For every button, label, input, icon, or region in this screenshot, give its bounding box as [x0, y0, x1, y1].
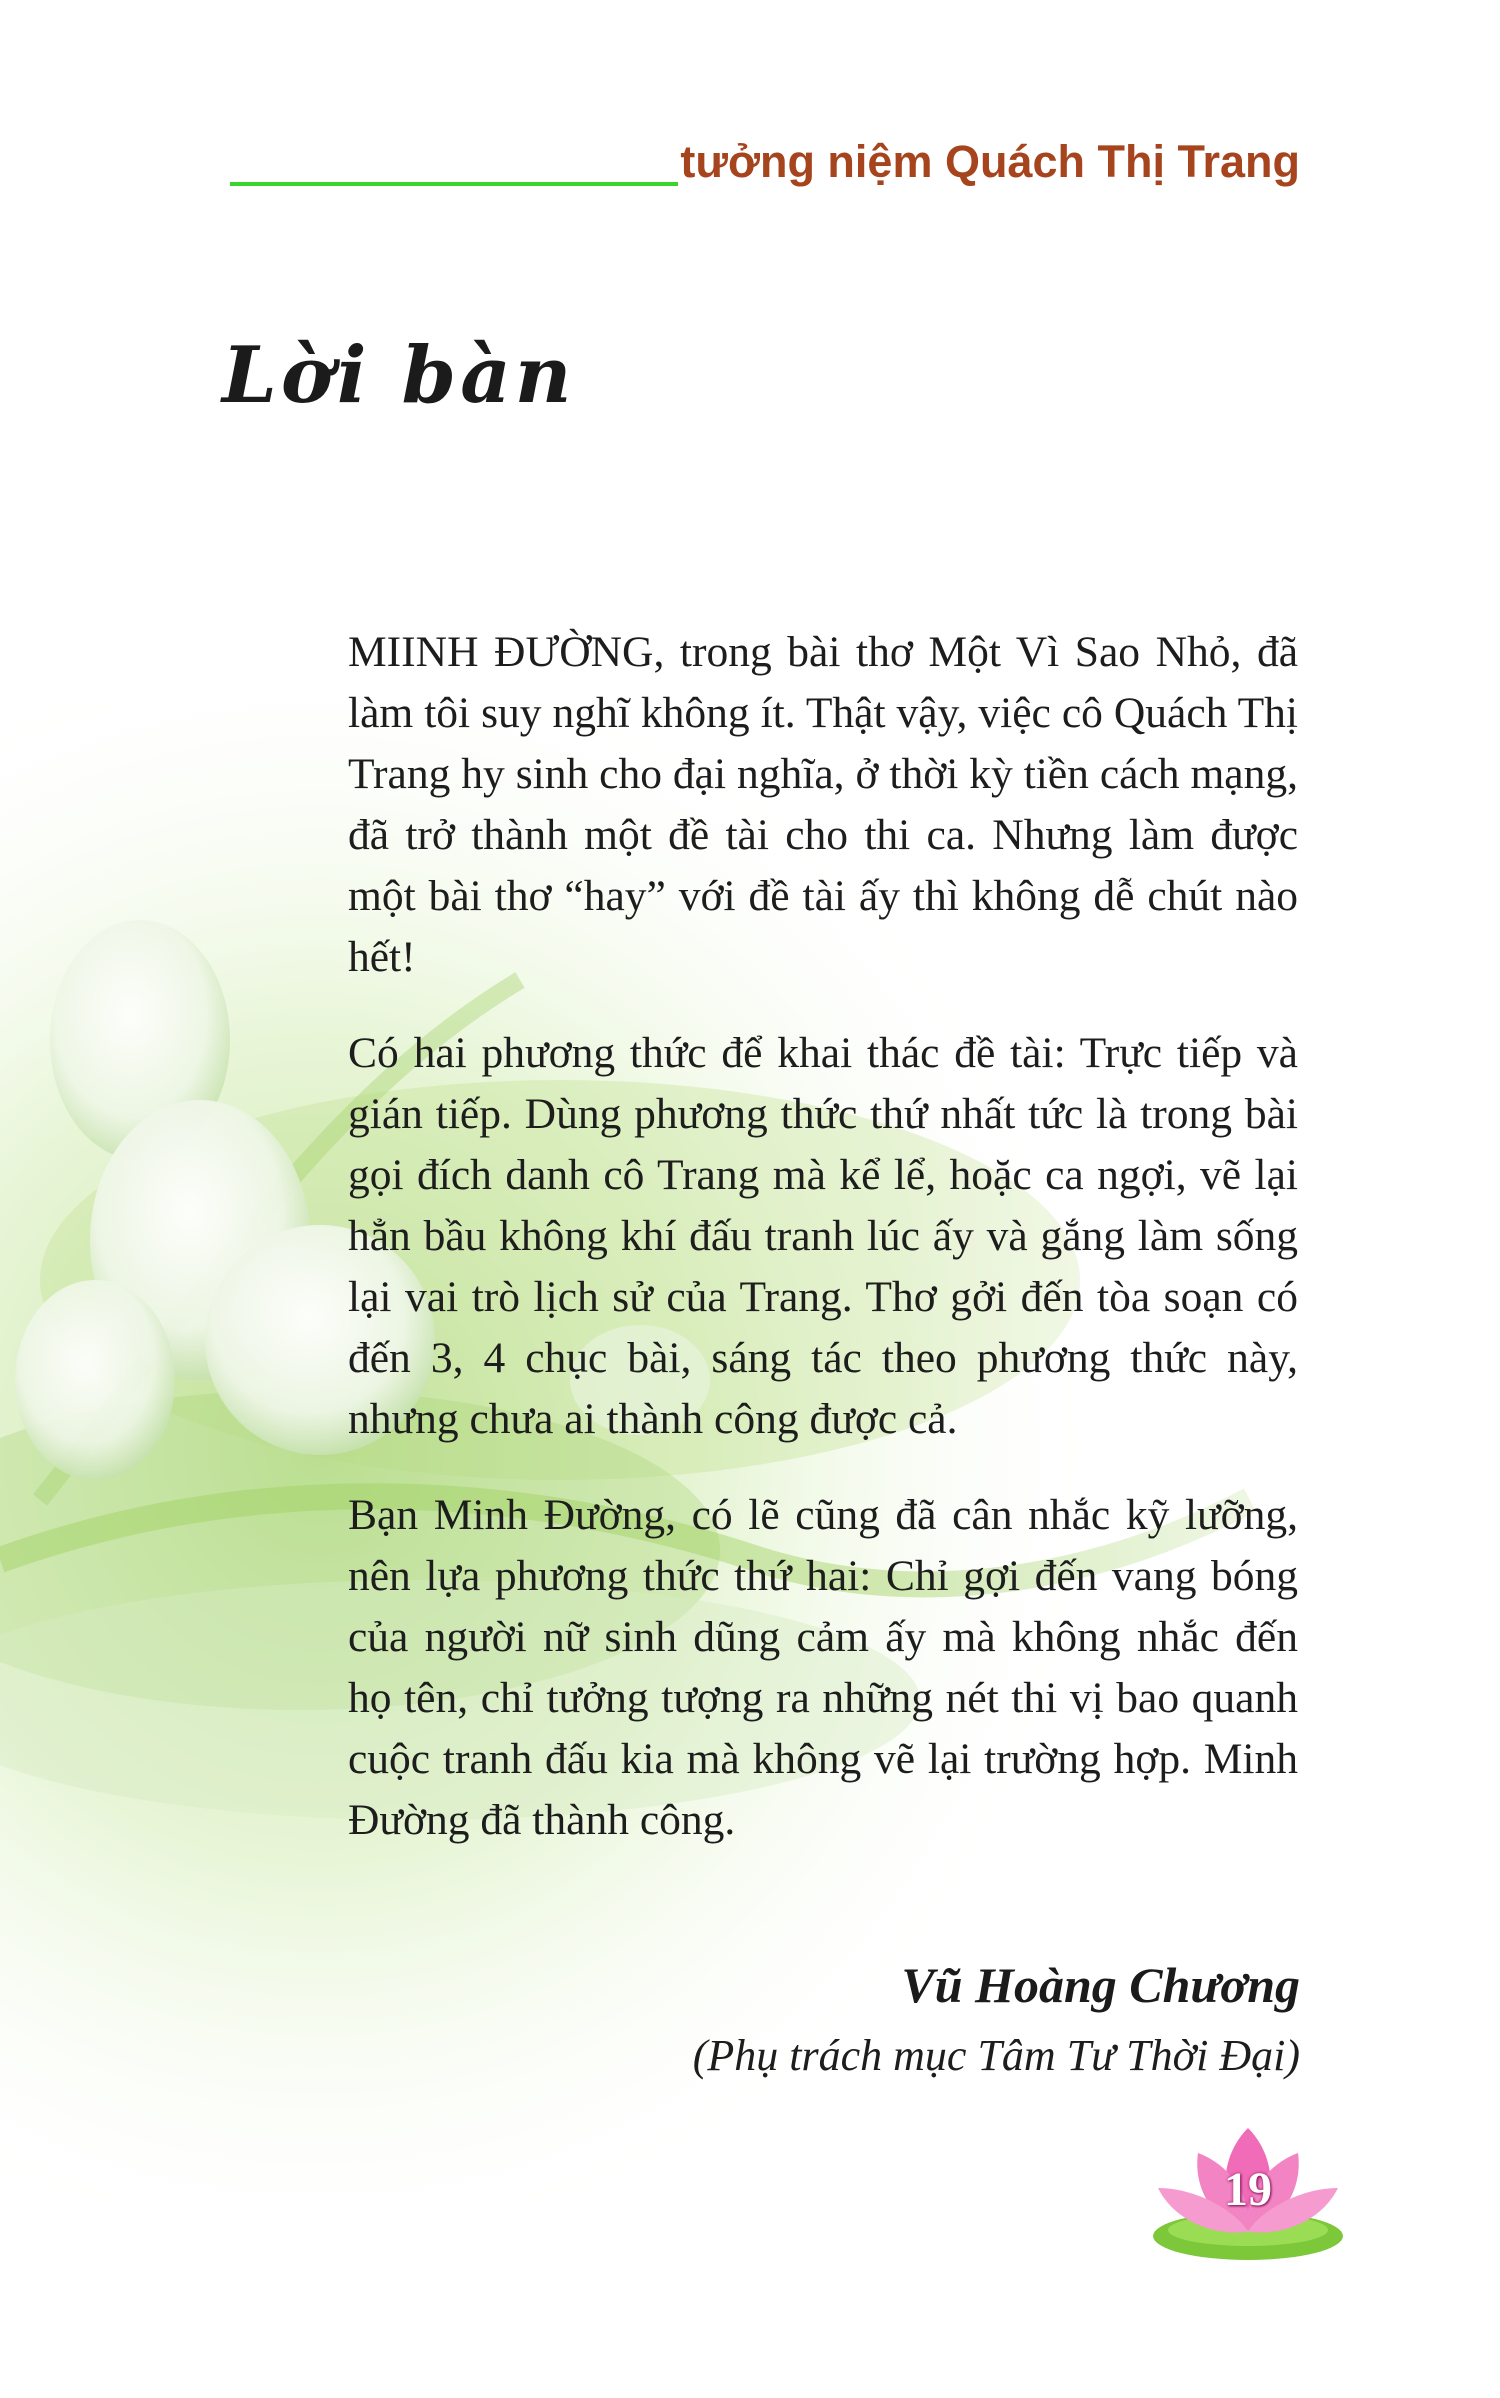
paragraph: Bạn Minh Đường, có lẽ cũng đã cân nhắc kỹ lưỡng, nên lựa phương thức thứ hai: Chỉ gợi đến vang bóng của người nữ sinh dũng cảm ấy mà không nhắc đến họ tên, chỉ tưởng tượng ra những nét thi vị bao quanh cuộc tranh đấu kia mà không vẽ lại trường hợp. Minh Đường đã thành công. [348, 1491, 1298, 1844]
author-role: (Phụ trách mục Tâm Tư Thời Đại) [692, 2031, 1300, 2080]
running-title: tưởng niệm Quách Thị Trang [680, 136, 1300, 187]
paragraph: Có hai phương thức để khai thác đề tài: Trực tiếp và gián tiếp. Dùng phương thức thứ nhất tức là trong bài gọi đích danh cô Trang mà kể lể, hoặc ca ngợi, vẽ lại hẳn bầu không khí đấu tranh lúc ấy và gắng làm sống lại vai trò lịch sử của Trang. Thơ gởi đến tòa soạn có đến 3, 4 chục bài, sáng tác theo phương thức này, nhưng chưa ai thành công được cả. [348, 1029, 1298, 1443]
article-body [348, 622, 1298, 1886]
paragraph: MIINH ĐƯỜNG, trong bài thơ Một Vì Sao Nhỏ, đã làm tôi suy nghĩ không ít. Thật vậy, việc cô Quách Thị Trang hy sinh cho đại nghĩa, ở thời kỳ tiền cách mạng, đã trở thành một đề tài cho thi ca. Nhưng làm được một bài thơ “hay” với đề tài ấy thì không dễ chút nào hết! [348, 628, 1298, 981]
section-title: Lời bàn [222, 330, 576, 421]
running-header [230, 136, 1300, 196]
page-number: 19 [1224, 2163, 1272, 2216]
author-signature: Vũ Hoàng Chương [901, 1957, 1300, 2013]
header-rule [230, 182, 678, 186]
